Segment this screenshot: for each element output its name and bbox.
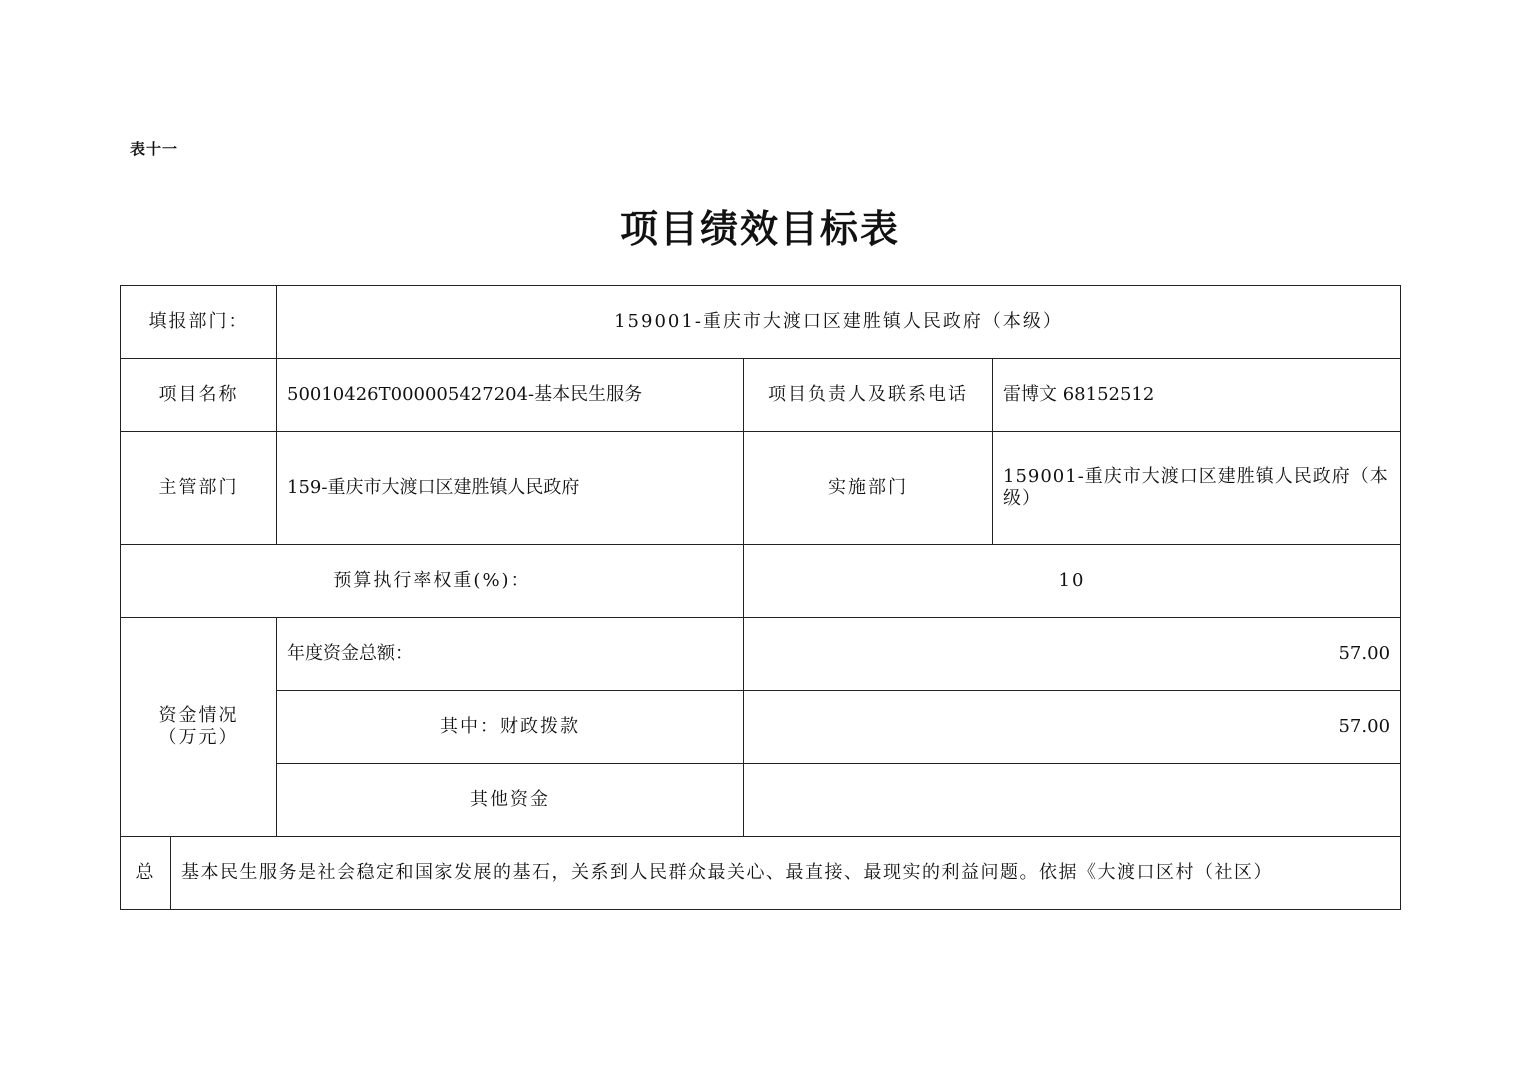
dept-label: 填报部门：: [121, 286, 277, 359]
contact-value: 雷博文 68152512: [993, 359, 1401, 432]
performance-target-table: [120, 285, 1401, 910]
row-other-funds: [121, 764, 1401, 837]
funds-label-line2: （万元）: [158, 727, 239, 748]
fiscal-value: 57.00: [744, 691, 1401, 764]
contact-label: 项目负责人及联系电话: [744, 359, 993, 432]
row-department: [121, 286, 1401, 359]
summary-label: 总: [121, 837, 171, 910]
impl-value: [993, 432, 1401, 545]
funds-label: [121, 618, 277, 837]
row-departments: [121, 432, 1401, 545]
other-funds-value: [744, 764, 1401, 837]
other-funds-label: 其他资金: [277, 764, 744, 837]
fiscal-label: 其中：财政拨款: [277, 691, 744, 764]
budget-weight-value: 10: [744, 545, 1401, 618]
row-annual-total: [121, 618, 1401, 691]
annual-total-value: 57.00: [744, 618, 1401, 691]
table-number: 表十一: [130, 140, 179, 158]
row-summary: [121, 837, 1401, 910]
impl-value-line2: 级）: [1003, 488, 1041, 509]
impl-label: 实施部门: [744, 432, 993, 545]
funds-label-line1: 资金情况: [158, 705, 239, 727]
dept-value: 159001-重庆市大渡口区建胜镇人民政府（本级）: [277, 286, 1401, 359]
project-name-value: 50010426T000005427204-基本民生服务: [277, 359, 744, 432]
row-project-name: [121, 359, 1401, 432]
summary-text: 基本民生服务是社会稳定和国家发展的基石，关系到人民群众最关心、最直接、最现实的利益问题。依据《大渡口区村（社区）: [171, 837, 1401, 910]
row-fiscal: [121, 691, 1401, 764]
annual-total-label: 年度资金总额：: [277, 618, 744, 691]
budget-weight-label: 预算执行率权重(%)：: [121, 545, 744, 618]
page-title: 项目绩效目标表: [619, 207, 900, 251]
supervisor-label: 主管部门: [121, 432, 277, 545]
row-budget-weight: [121, 545, 1401, 618]
project-name-label: 项目名称: [121, 359, 277, 432]
supervisor-value: 159-重庆市大渡口区建胜镇人民政府: [277, 432, 744, 545]
impl-value-line1: 159001-重庆市大渡口区建胜镇人民政府（本: [1003, 466, 1389, 488]
